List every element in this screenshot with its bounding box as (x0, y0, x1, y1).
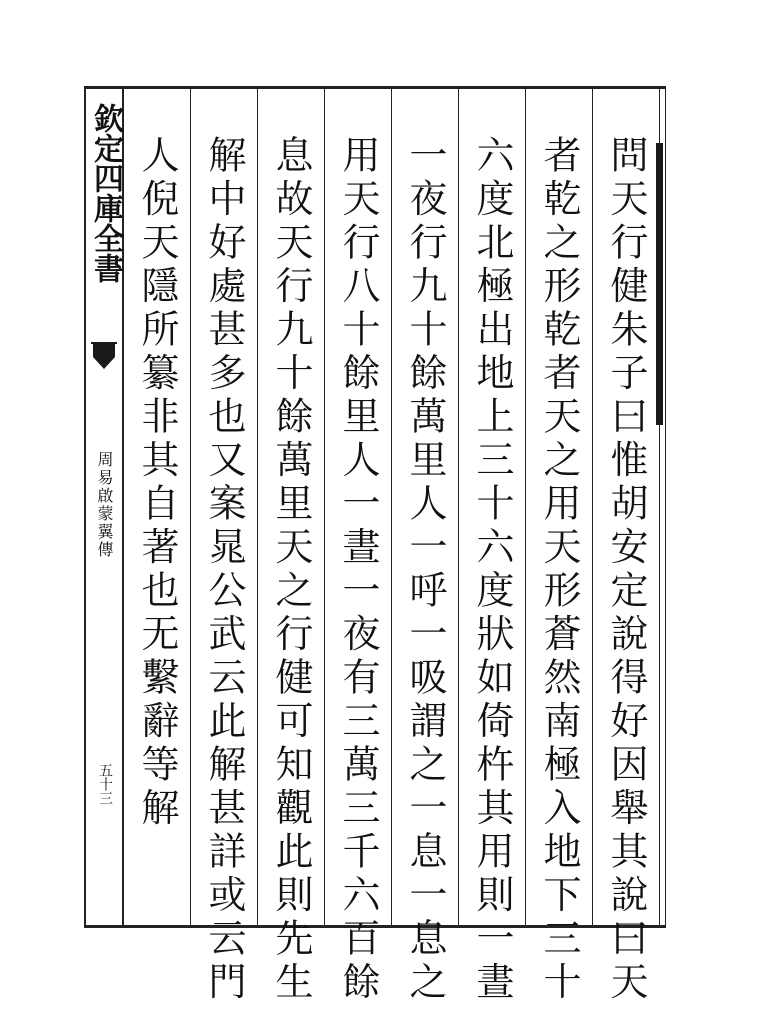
fish-tail-ornament-icon (89, 341, 119, 371)
column-text: 息故天行九十餘萬里天之行健可知觀此則先生 (269, 135, 313, 1005)
column-text: 人倪天隱所纂非其自著也无繫辭等解 (135, 135, 179, 831)
column-text: 用天行八十餘里人一晝一夜有三萬三千六百餘 (336, 135, 380, 1005)
ink-bar-mark (656, 143, 663, 425)
text-column-6 (258, 89, 325, 1005)
text-column-2 (526, 89, 593, 1005)
column-text: 一夜行九十餘萬里人一呼一吸謂之一息一息之 (403, 135, 447, 1005)
text-column-8 (124, 89, 191, 925)
column-text: 者乾之形乾者天之用天形蒼然南極入地下三十 (537, 135, 581, 1005)
text-column-5 (325, 89, 392, 1005)
page-frame (84, 86, 666, 1005)
column-text: 問天行健朱子曰惟胡安定說得好因舉其說曰天 (604, 135, 648, 1005)
series-title: 欽定四庫全書 (88, 103, 123, 283)
book-title: 周易啟蒙翼傳 (95, 451, 114, 559)
column-text: 解中好處甚多也又案晁公武云此解甚詳或云門 (202, 135, 246, 1005)
column-text: 六度北極出地上三十六度狀如倚杵其用則一晝 (470, 135, 514, 1005)
text-column-1 (593, 89, 660, 1005)
text-column-4 (392, 89, 459, 1005)
text-column-7 (191, 89, 258, 1005)
page-margin-column (86, 89, 124, 925)
page-number: 五十三 (97, 763, 113, 805)
text-column-3 (459, 89, 526, 1005)
